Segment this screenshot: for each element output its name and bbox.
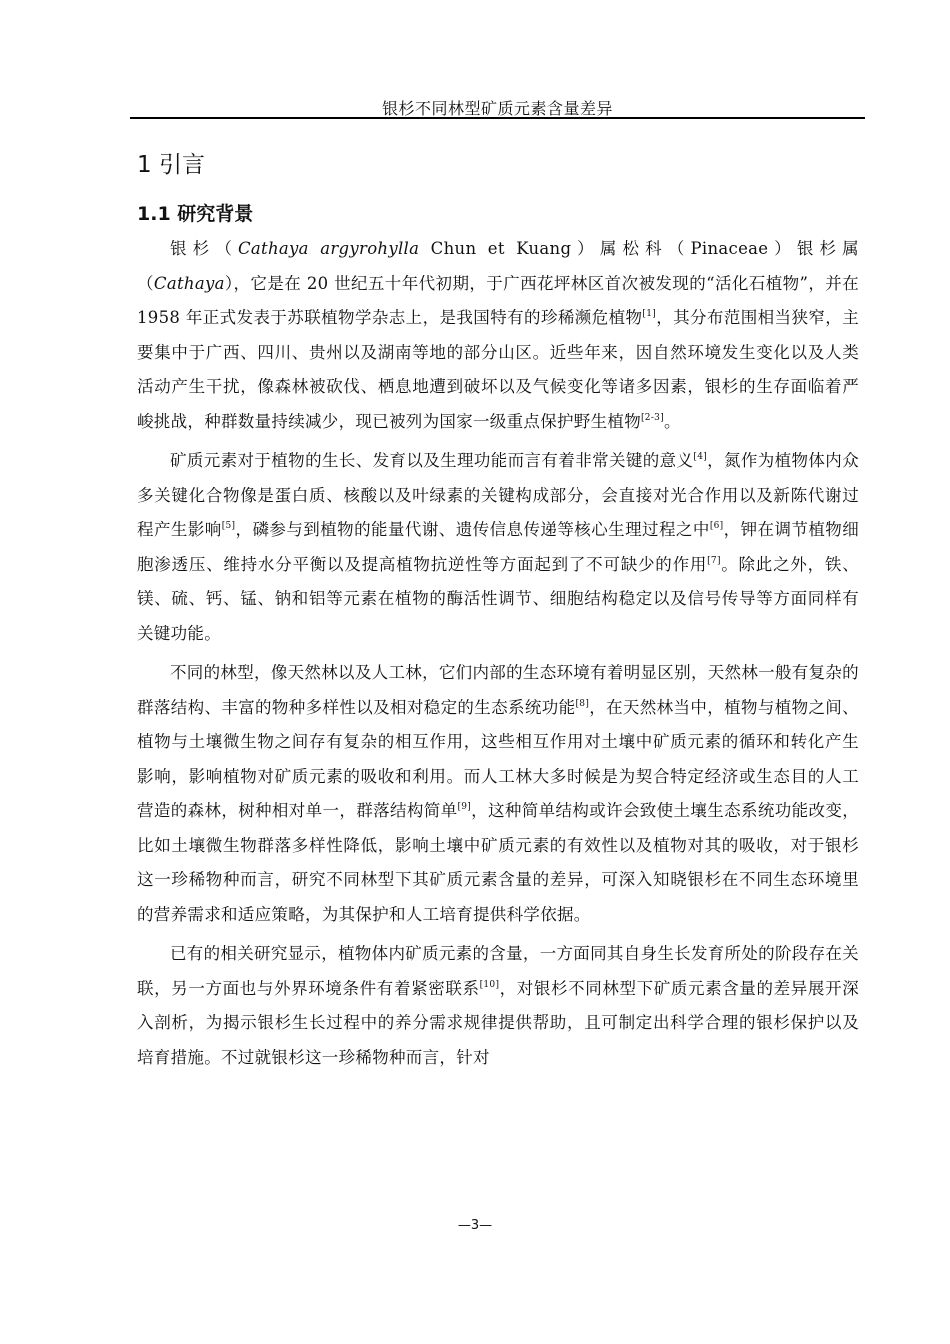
text-run: 不同的林型，像天然林以及人工林，它们内部的生态环境有着明显区别，天然林一般有复杂的群落结构、丰富的物种多样性以及相对稳定的生态系统功能: [137, 663, 859, 717]
citation-ref: [8]: [575, 698, 590, 709]
body-text: [137, 232, 859, 1075]
text-run: 。: [664, 411, 681, 431]
citation-ref: [6]: [709, 521, 724, 531]
text-run: ，磷参与到植物的能量代谢、遗传信息传递等核心生理过程之中: [235, 520, 710, 539]
text-run: ，这种简单结构或许会致使土壤生态系统功能改变，比如土壤微生物群落多样性降低，影响土壤中矿质元素的有效性以及植物对其的吸收，对于银杉这一珍稀物种而言，研究不同林型下其矿质元素含量的差异，可深入知晓银杉在不同生态环境里的营养需求和适应策略，为其保护和人工培育提供科学依据。: [137, 801, 859, 924]
text-run: 银杉（: [170, 239, 238, 258]
paragraph: [137, 937, 859, 1075]
text-run: ，在天然林当中，植物与植物之间、植物与土壤微生物之间存有复杂的相互作用，这些相互作用对土壤中矿质元素的循环和转化产生影响，影响植物对矿质元素的吸收和利用。而人工林大多时候是为契合特定经济或生态目的人工营造的森林，树种相对单一，群落结构简单: [137, 697, 859, 820]
text-run: 矿质元素对于植物的生长、发育以及生理功能而言有着非常关键的意义: [170, 451, 694, 470]
text-run: Chun et Kuang）属松科（Pinaceae）银杉属（: [137, 239, 859, 293]
text-run: 已有的相关研究显示，植物体内矿质元素的含量，一方面同其自身生长发育所处的阶段存在关联，另一方面也与外界环境条件有着紧密联系: [137, 944, 859, 998]
citation-ref: [7]: [707, 555, 721, 566]
paragraph: [137, 656, 859, 932]
text-run: 。除此之外，铁、镁、硫、钙、锰、钠和铝等元素在植物的酶活性调节、细胞结构稳定以及信号传导等方面同样有关键功能。: [137, 554, 859, 643]
citation-ref: [2-3]: [641, 412, 665, 423]
citation-ref: [5]: [221, 521, 236, 531]
text-run: ，钾在调节植物细胞渗透压、维持水分平衡以及提高植物抗逆性等方面起到了不可缺少的作用: [137, 520, 860, 574]
text-run: ），它是在 20 世纪五十年代初期，于广西花坪林区首次被发现的“活化石植物”，并在 1958 年正式发表于苏联植物学杂志上，是我国特有的珍稀濒危植物: [137, 273, 859, 327]
text-run: ，对银杉不同林型下矿质元素含量的差异展开深入剖析，为揭示银杉生长过程中的养分需求规律提供帮助，且可制定出科学合理的银杉保护以及培育措施。不过就银杉这一珍稀物种而言，针对: [137, 978, 859, 1067]
italic-term: Cathaya argyrohylla: [237, 239, 420, 258]
citation-ref: [4]: [693, 452, 708, 462]
text-run: ，其分布范围相当狭窄，主要集中于广西、四川、贵州以及湖南等地的部分山区。近些年来，因自然环境发生变化以及人类活动产生干扰，像森林被砍伐、栖息地遭到破坏以及气候变化等诸多因素，银杉的生存面临着严峻挑战，种群数量持续减少，现已被列为国家一级重点保护野生植物: [137, 308, 859, 431]
citation-ref: [1]: [642, 309, 657, 319]
section-heading: 1.1 研究背景: [137, 203, 254, 225]
paragraph: [137, 232, 859, 439]
citation-ref: [10]: [479, 979, 500, 990]
paragraph: [137, 444, 859, 651]
page-number: —3—: [457, 1218, 493, 1233]
header-rule: [130, 117, 865, 119]
text-run: ，氮作为植物体内众多关键化合物像是蛋白质、核酸以及叶绿素的关键构成部分，会直接对光合作用以及新陈代谢过程产生影响: [137, 451, 859, 539]
running-header: 银杉不同林型矿质元素含量差异: [381, 99, 613, 118]
citation-ref: [9]: [457, 802, 472, 812]
italic-term: Cathaya: [153, 273, 225, 293]
chapter-heading: 1 引言: [137, 152, 205, 178]
